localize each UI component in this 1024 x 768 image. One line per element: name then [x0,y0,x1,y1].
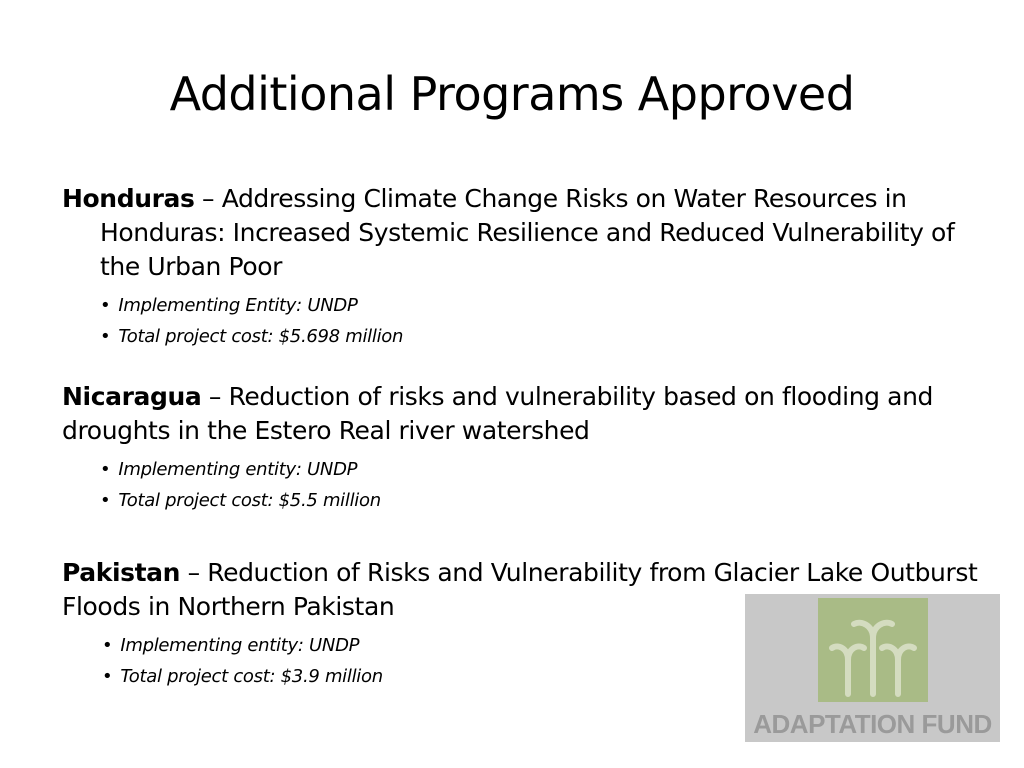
fountain-icon-svg [818,598,928,702]
bullet-icon: • [100,490,111,511]
separator: – [194,184,222,213]
detail-item [100,290,982,321]
implementing-entity: Implementing Entity: UNDP [118,295,358,316]
implementing-entity: Implementing entity: UNDP [118,459,358,480]
implementing-entity: Implementing entity: UNDP [120,635,360,656]
program-details [62,454,982,516]
detail-item [100,321,982,352]
project-cost: Total project cost: $3.9 million [120,666,383,687]
bullet-icon: • [100,326,111,347]
program-heading [62,182,982,284]
logo-text: ADAPTATION FUND [753,709,992,739]
slide-title: Additional Programs Approved [169,67,855,121]
program-nicaragua [62,380,982,516]
project-cost: Total project cost: $5.5 million [118,490,381,511]
separator: – [180,558,208,587]
program-description: Reduction of risks and vulnerability based on flooding and droughts in the Estero Real river watershed [62,382,934,445]
detail-item [100,454,982,485]
bullet-icon: • [102,666,113,687]
fountain-icon [818,598,928,702]
bullet-icon: • [100,459,111,480]
program-honduras [62,182,982,352]
project-cost: Total project cost: $5.698 million [118,326,404,347]
program-heading [62,380,982,448]
program-details [62,290,982,352]
bullet-icon: • [102,635,113,656]
country-name: Nicaragua [62,382,202,411]
bullet-icon: • [100,295,111,316]
separator: – [201,382,229,411]
adaptation-fund-logo [745,594,1000,742]
country-name: Honduras [62,184,195,213]
country-name: Pakistan [62,558,181,587]
program-description: Reduction of Risks and Vulnerability from Glacier Lake Outburst Floods in Northern Pakistan [62,558,978,621]
program-description: Addressing Climate Change Risks on Water Resources in Honduras: Increased Systemic Resilience and Reduced Vulnerability of the Urban Poor [100,184,955,281]
detail-item [100,485,982,516]
